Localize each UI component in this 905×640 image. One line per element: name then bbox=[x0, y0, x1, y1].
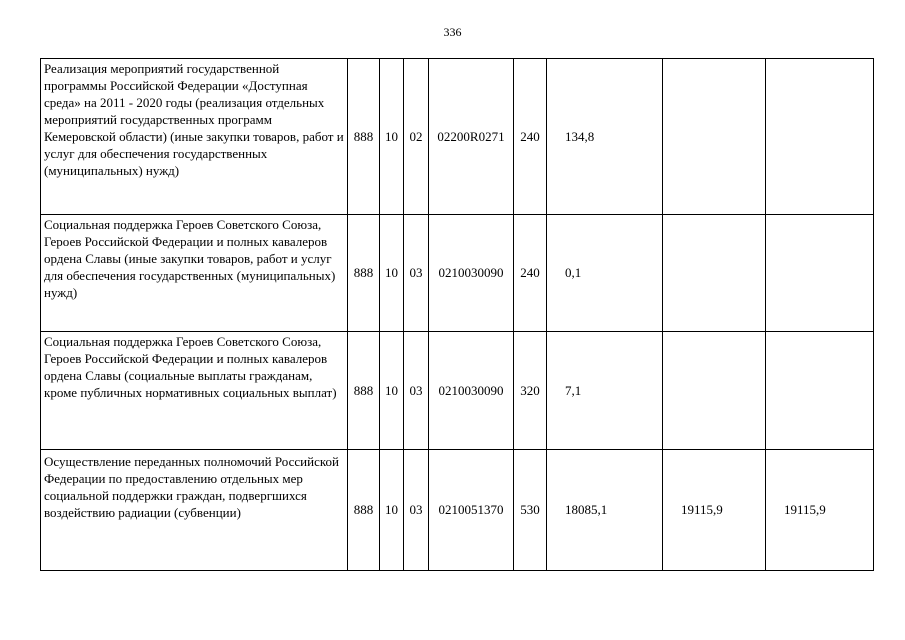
amount-year-2 bbox=[663, 215, 766, 332]
amount-year-1: 134,8 bbox=[547, 59, 663, 215]
expense-type-code: 240 bbox=[514, 59, 547, 215]
row-description: Осуществление переданных полномочий Российской Федерации по предоставлению отдельных мер социальной поддержки граждан, подвергшихся воздействию радиации (субвенции) bbox=[41, 450, 348, 571]
table-row bbox=[41, 59, 874, 215]
budget-table bbox=[40, 58, 874, 571]
target-article-code: 0210030090 bbox=[429, 332, 514, 450]
page-number: 336 bbox=[443, 25, 462, 39]
amount-year-2 bbox=[663, 332, 766, 450]
row-description: Социальная поддержка Героев Советского Союза, Героев Российской Федерации и полных кавалеров ордена Славы (иные закупки товаров, работ и услуг для обеспечения государственных (муниципальных) нужд) bbox=[41, 215, 348, 332]
expense-type-code: 320 bbox=[514, 332, 547, 450]
amount-year-3: 19115,9 bbox=[766, 450, 874, 571]
table-row bbox=[41, 215, 874, 332]
amount-year-3 bbox=[766, 215, 874, 332]
subsection-code: 02 bbox=[404, 59, 429, 215]
subsection-code: 03 bbox=[404, 332, 429, 450]
ministry-code: 888 bbox=[348, 215, 380, 332]
ministry-code: 888 bbox=[348, 332, 380, 450]
ministry-code: 888 bbox=[348, 59, 380, 215]
amount-year-2 bbox=[663, 59, 766, 215]
section-code: 10 bbox=[380, 59, 404, 215]
row-description: Реализация мероприятий государственной программы Российской Федерации «Доступная среда» на 2011 - 2020 годы (реализация отдельных мероприятий государственных программ Кемеровской области) (иные закупки товаров, работ и услуг для обеспечения государственных (муниципальных) нужд) bbox=[41, 59, 348, 215]
target-article-code: 0210051370 bbox=[429, 450, 514, 571]
amount-year-1: 18085,1 bbox=[547, 450, 663, 571]
amount-year-1: 7,1 bbox=[547, 332, 663, 450]
amount-year-3 bbox=[766, 59, 874, 215]
section-code: 10 bbox=[380, 215, 404, 332]
target-article-code: 0210030090 bbox=[429, 215, 514, 332]
table-row bbox=[41, 332, 874, 450]
section-code: 10 bbox=[380, 332, 404, 450]
amount-year-3 bbox=[766, 332, 874, 450]
section-code: 10 bbox=[380, 450, 404, 571]
expense-type-code: 240 bbox=[514, 215, 547, 332]
table-row bbox=[41, 450, 874, 571]
target-article-code: 02200R0271 bbox=[429, 59, 514, 215]
amount-year-1: 0,1 bbox=[547, 215, 663, 332]
expense-type-code: 530 bbox=[514, 450, 547, 571]
ministry-code: 888 bbox=[348, 450, 380, 571]
subsection-code: 03 bbox=[404, 450, 429, 571]
row-description: Социальная поддержка Героев Советского Союза, Героев Российской Федерации и полных кавалеров ордена Славы (социальные выплаты гражданам, кроме публичных нормативных социальных выплат) bbox=[41, 332, 348, 450]
amount-year-2: 19115,9 bbox=[663, 450, 766, 571]
subsection-code: 03 bbox=[404, 215, 429, 332]
